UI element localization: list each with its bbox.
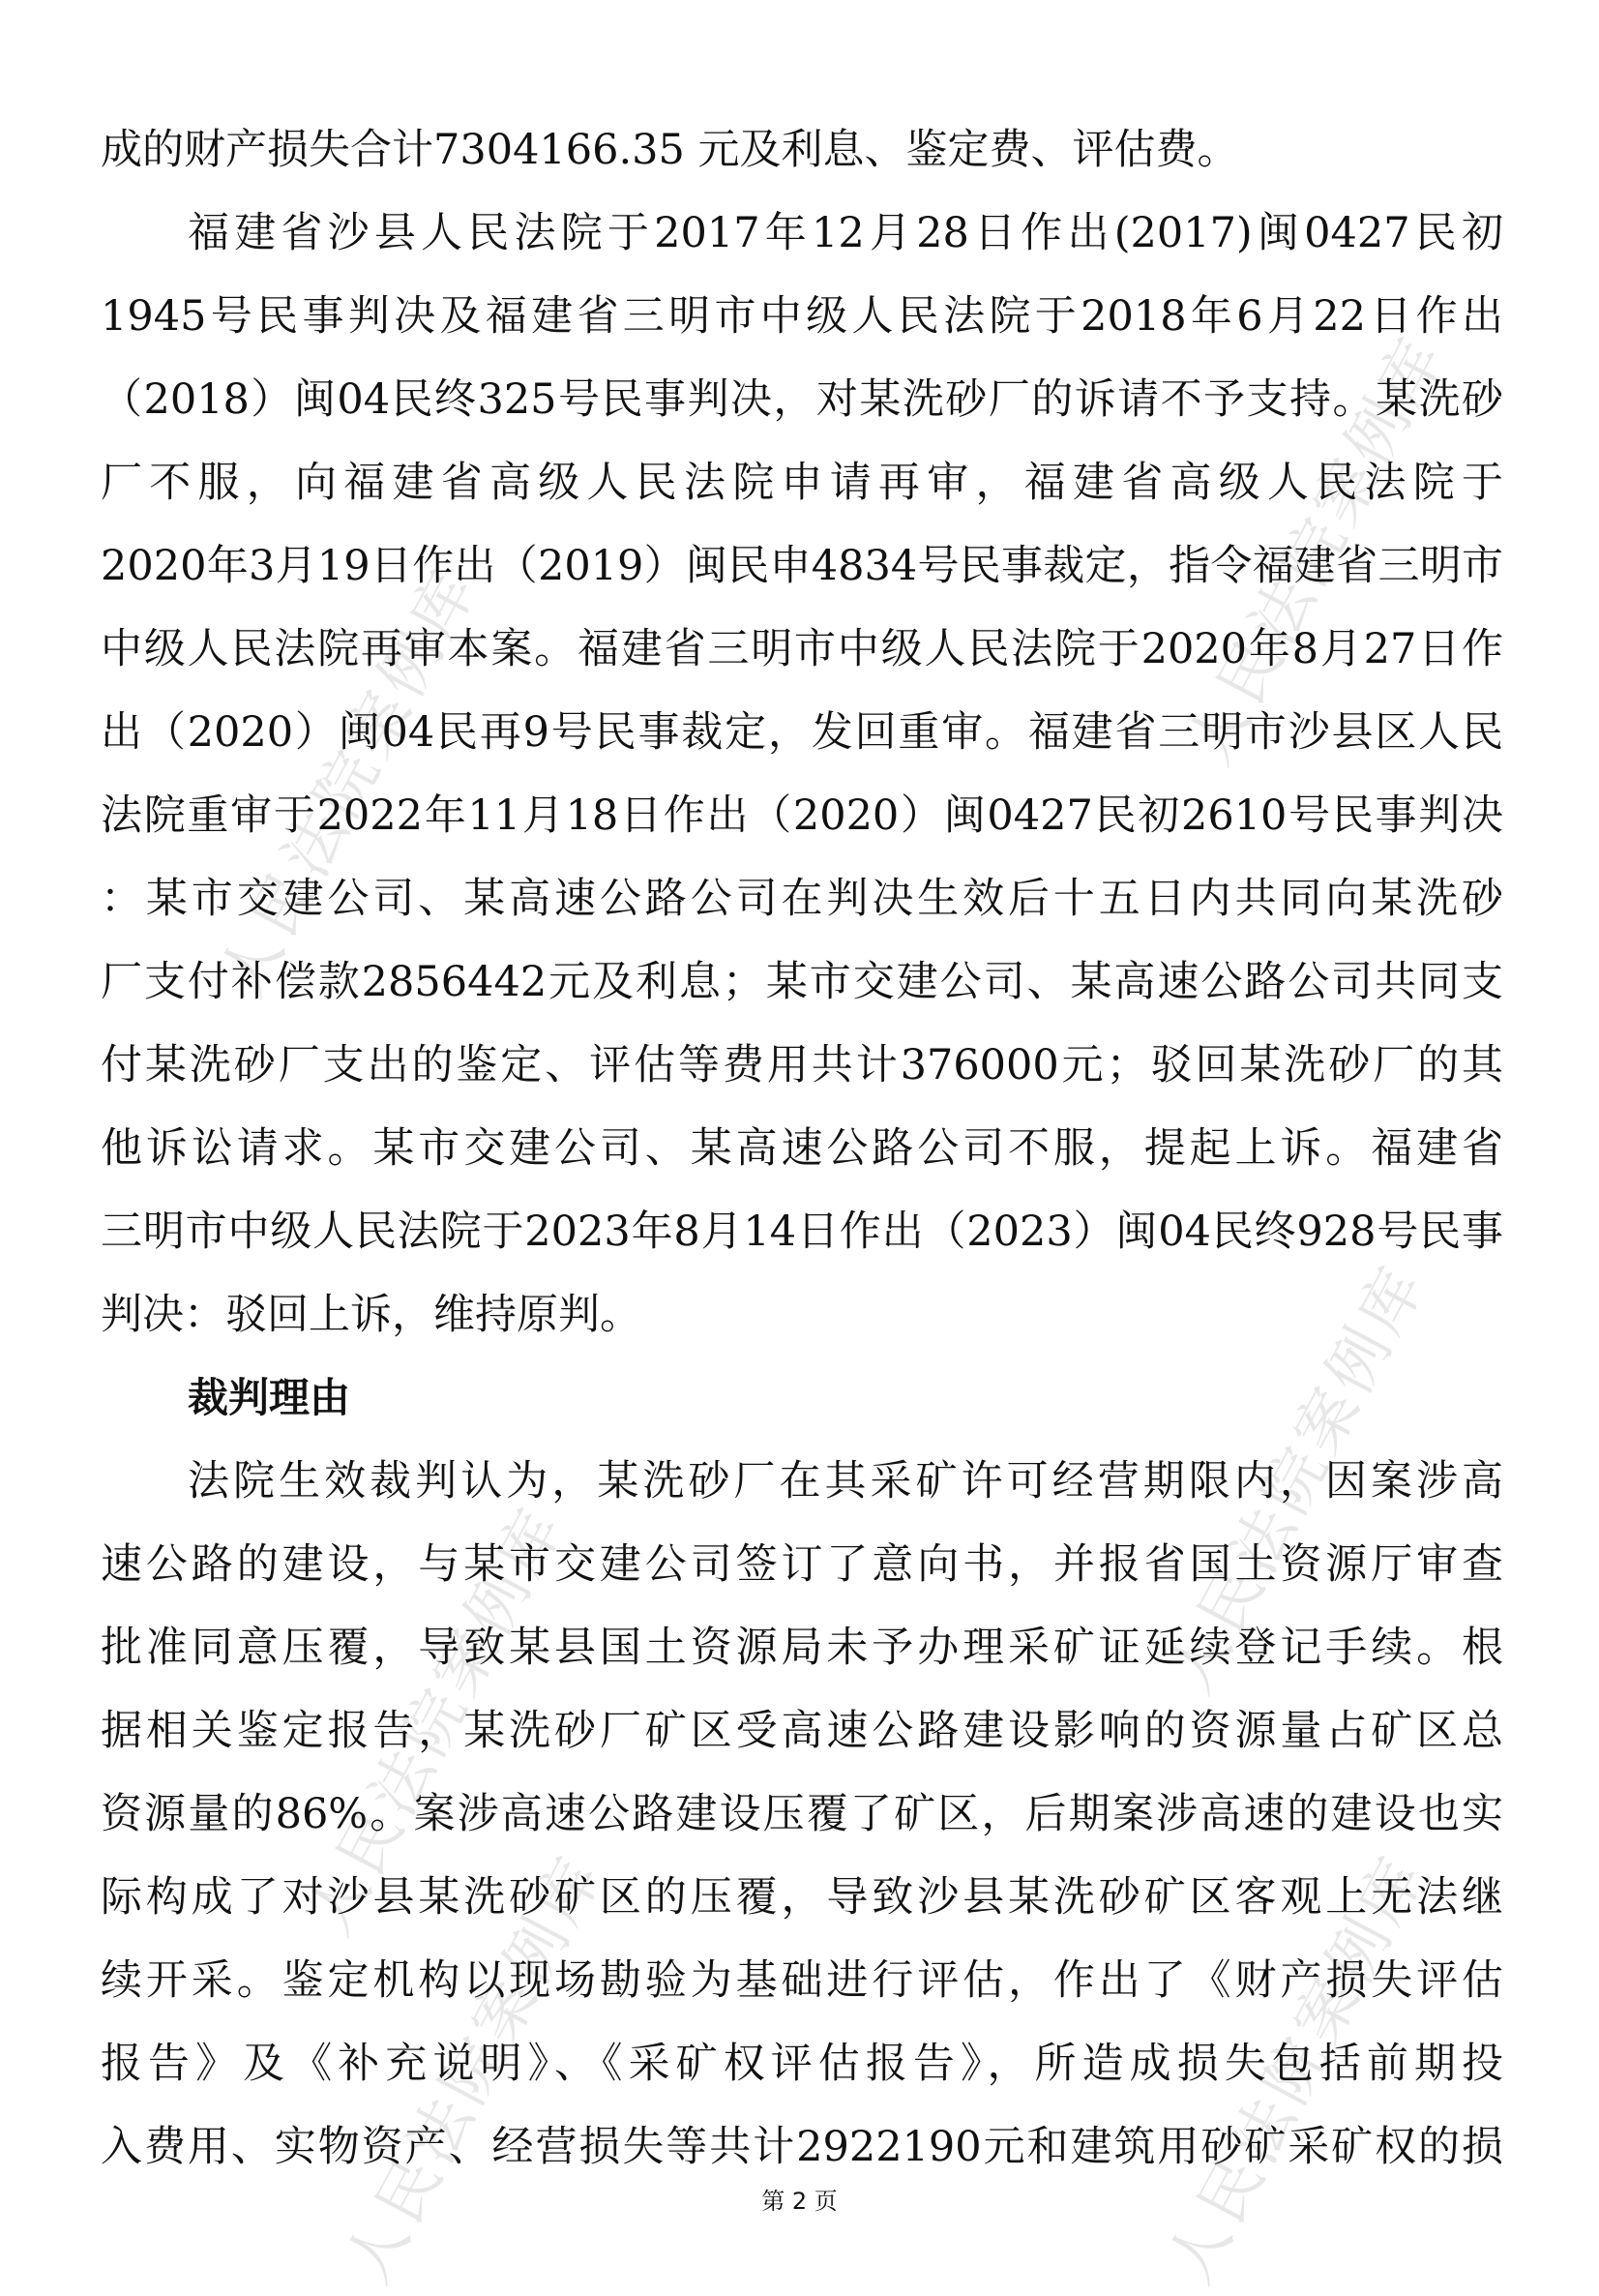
text-line: 续开采。鉴定机构以现场勘验为基础进行评估，作出了《财产损失评估 <box>101 1956 1503 2005</box>
document-body <box>101 108 1503 2189</box>
section-heading-reasoning <box>101 1357 1503 1440</box>
text-line: 成的财产损失合计7304166.35 元及利息、鉴定费、评估费。 <box>101 126 1239 174</box>
text-line: 1945号民事判决及福建省三明市中级人民法院于2018年6月22日作出 <box>101 292 1503 341</box>
text-line: 厂不服，向福建省高级人民法院申请再审，福建省高级人民法院于 <box>101 459 1503 507</box>
paragraph-3 <box>101 1440 1503 2189</box>
text-line: 法院生效裁判认为，某洗砂厂在其采矿许可经营期限内，因案涉高 <box>188 1457 1503 1506</box>
watermark-left-bottom: 人民法院案例库 <box>332 1842 618 2295</box>
text-line: 资源量的86%。案涉高速公路建设压覆了矿区，后期案涉高速的建设也实 <box>101 1790 1503 1838</box>
text-line: 出（2020）闽04民再9号民事裁定，发回重审。福建省三明市沙县区人民 <box>101 708 1503 757</box>
text-line: 中级人民法院再审本案。福建省三明市中级人民法院于2020年8月27日作 <box>101 625 1503 673</box>
text-line: 据相关鉴定报告，某洗砂厂矿区受高速公路建设影响的资源量占矿区总 <box>101 1707 1503 1755</box>
text-line: 三明市中级人民法院于2023年8月14日作出（2023）闽04民终928号民事 <box>101 1208 1503 1256</box>
page-number: 第 2 页 <box>761 2188 838 2215</box>
text-line: 判决：驳回上诉，维持原判。 <box>101 1291 641 1339</box>
text-line: 报告》及《补充说明》、《采矿权评估报告》，所造成损失包括前期投 <box>101 2040 1503 2088</box>
text-line: 厂支付补偿款2856442元及利息；某市交建公司、某高速公路公司共同支 <box>101 958 1503 1006</box>
watermark-left: 人民法院案例库 <box>206 555 492 1008</box>
text-line: 速公路的建设，与某市交建公司签订了意向书，并报省国土资源厅审查 <box>101 1540 1503 1589</box>
text-line: 他诉讼请求。某市交建公司、某高速公路公司不服，提起上诉。福建省 <box>101 1124 1503 1173</box>
watermark-right-bottom: 人民法院案例库 <box>1154 1842 1440 2295</box>
watermark-right: 人民法院案例库 <box>1173 323 1460 776</box>
text-line: 2020年3月19日作出（2019）闽民申4834号民事裁定，指令福建省三明市 <box>101 542 1503 590</box>
paragraph-1 <box>101 108 1503 192</box>
text-line: 法院重审于2022年11月18日作出（2020）闽0427民初2610号民事判决 <box>101 791 1503 840</box>
text-line: 际构成了对沙县某洗砂矿区的压覆，导致沙县某洗砂矿区客观上无法继 <box>101 1873 1503 1922</box>
watermark-left-lower: 人民法院案例库 <box>293 1494 579 1947</box>
text-line: 福建省沙县人民法院于2017年12月28日作出(2017)闽0427民初 <box>188 209 1503 257</box>
paragraph-2 <box>101 192 1503 1357</box>
text-line: 批准同意压覆，导致某县国土资源局未予办理采矿证延续登记手续。根 <box>101 1624 1503 1672</box>
section-heading: 裁判理由 <box>188 1374 351 1421</box>
text-line: （2018）闽04民终325号民事判决，对某洗砂厂的诉请不予支持。某洗砂 <box>101 375 1503 424</box>
text-line: 入费用、实物资产、经营损失等共计2922190元和建筑用砂矿采矿权的损 <box>101 2123 1503 2171</box>
text-line: ：某市交建公司、某高速公路公司在判决生效后十五日内共同向某洗砂 <box>101 875 1503 923</box>
text-line: 付某洗砂厂支出的鉴定、评估等费用共计376000元；驳回某洗砂厂的其 <box>101 1041 1503 1089</box>
watermark-right-lower: 人民法院案例库 <box>1154 1252 1440 1705</box>
